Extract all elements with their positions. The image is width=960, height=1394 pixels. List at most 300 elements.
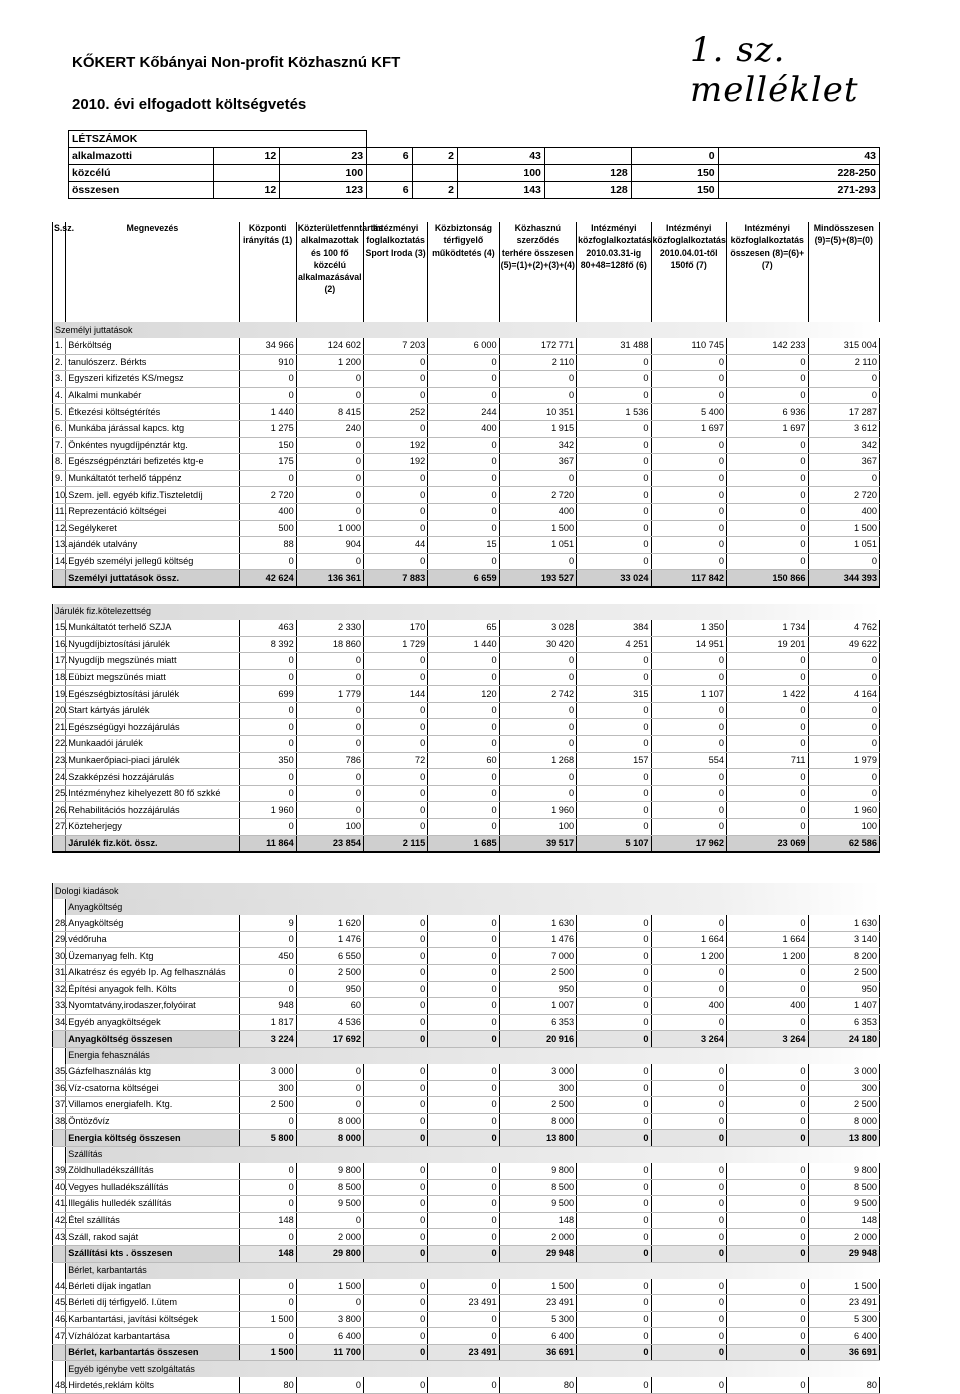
row-value: 786 [296,752,363,769]
row-value: 29 948 [499,1245,576,1262]
row-value: 1 536 [577,404,651,421]
row-value: 0 [577,1113,651,1130]
row-label: Munkaadói járulék [66,736,239,753]
row-value: 9 500 [296,1196,363,1213]
row-value: 0 [296,371,363,388]
table-row [53,520,880,537]
row-value: 36 691 [808,1344,879,1361]
row-value: 0 [577,931,651,948]
row-value: 0 [428,1014,499,1031]
row-value: 19 201 [726,636,808,653]
row-value: 0 [651,1014,726,1031]
row-value: 0 [363,1229,427,1246]
row-value: 0 [577,1196,651,1213]
row-value: 0 [296,736,363,753]
row-value: 0 [577,785,651,802]
row-value: 2 000 [808,1229,879,1246]
row-value: 0 [651,1279,726,1295]
table-row [53,404,880,421]
row-label: Gázfelhasználás ktg [66,1064,239,1080]
group-header [53,1262,880,1279]
staffing-cell: 43 [458,148,545,165]
row-value: 0 [651,1295,726,1312]
table-row [53,1279,880,1295]
row-label: Zöldhulladékszállítás [66,1163,239,1179]
row-value: 0 [651,1064,726,1080]
row-value: 0 [363,1212,427,1229]
row-value: 8 500 [296,1179,363,1196]
section-title: Járulék fiz.kötelezettség [53,604,880,620]
row-value: 5 107 [577,835,651,852]
staffing-cell: 23 [280,148,367,165]
row-value: 0 [577,1295,651,1312]
staffing-cell: 271-293 [718,182,879,199]
row-value: 1 500 [296,1279,363,1295]
row-label: Járulék fiz.köt. össz. [66,835,239,852]
row-number: 27. [53,819,66,836]
row-value: 65 [428,620,499,636]
row-label: Üzemanyag felh. Ktg [66,948,239,965]
row-value: 0 [363,915,427,931]
row-value: 0 [428,553,499,570]
row-value: 0 [651,1196,726,1213]
group-header [53,1361,880,1378]
row-label: Reprezentáció költségei [66,503,239,520]
staffing-cell: 12 [214,148,280,165]
staffing-cell: 2 [412,182,457,199]
staffing-row [69,182,880,199]
section-header [53,604,880,620]
row-value: 0 [577,1279,651,1295]
row-value: 0 [651,702,726,719]
table-row [53,736,880,753]
row-value: 0 [363,802,427,819]
row-value: 0 [726,819,808,836]
row-value: 0 [808,387,879,404]
row-value: 0 [428,653,499,670]
row-value: 44 [363,537,427,554]
row-value: 0 [651,371,726,388]
row-value: 39 517 [499,835,576,852]
section-total-row [53,835,880,852]
row-value: 17 287 [808,404,879,421]
row-value: 6 400 [499,1328,576,1345]
table-row [53,1229,880,1246]
row-value: 9 800 [808,1163,879,1179]
row-value: 0 [577,520,651,537]
row-value: 0 [428,1064,499,1080]
row-value: 80 [239,1377,296,1393]
row-label: Villamos energiafelh. Ktg. [66,1097,239,1114]
row-value: 33 024 [577,570,651,587]
row-value: 0 [726,1113,808,1130]
row-value: 0 [428,437,499,454]
row-value: 0 [726,1097,808,1114]
row-number: 17. [53,653,66,670]
row-value: 3 028 [499,620,576,636]
row-number: 39. [53,1163,66,1179]
table-row [53,387,880,404]
row-value: 5 800 [239,1130,296,1147]
row-value: 0 [499,702,576,719]
row-value: 0 [726,1080,808,1097]
group-indent [53,1047,66,1064]
staffing-cell: 150 [631,165,718,182]
row-value: 0 [499,553,576,570]
row-number: 8. [53,454,66,471]
row-value: 0 [296,1064,363,1080]
row-label: Alkalmi munkabér [66,387,239,404]
row-value: 8 392 [239,636,296,653]
row-value: 3 800 [296,1311,363,1328]
table-row [53,998,880,1015]
row-value: 0 [363,998,427,1015]
row-value: 0 [239,1179,296,1196]
row-value: 0 [651,387,726,404]
row-value: 0 [363,1179,427,1196]
document-title: 2010. évi elfogadott költségvetés [72,96,307,113]
table-row [53,437,880,454]
row-value: 11 700 [296,1344,363,1361]
row-value: 1 476 [499,931,576,948]
row-value: 9 800 [296,1163,363,1179]
row-value: 1 500 [808,1279,879,1295]
row-value: 136 361 [296,570,363,587]
row-value: 8 000 [499,1113,576,1130]
row-value: 0 [726,702,808,719]
row-value: 0 [726,1344,808,1361]
row-value: 0 [363,1014,427,1031]
row-value: 23 069 [726,835,808,852]
row-value: 1 630 [499,915,576,931]
row-number: 15. [53,620,66,636]
staffing-label: összesen [69,182,214,199]
row-value: 1 007 [499,998,576,1015]
row-number: 46. [53,1311,66,1328]
row-value: 463 [239,620,296,636]
row-number: 3. [53,371,66,388]
section-title: Dologi kiadások [53,883,880,899]
row-value: 1 476 [296,931,363,948]
row-value: 0 [296,1212,363,1229]
row-label: Száll, rakod saját [66,1229,239,1246]
row-value: 0 [577,387,651,404]
column-header: Megnevezés [66,222,239,322]
row-value: 1 440 [239,404,296,421]
row-value: 8 500 [499,1179,576,1196]
row-value: 2 720 [499,487,576,504]
row-value: 0 [577,653,651,670]
row-value: 0 [726,1377,808,1393]
row-value: 367 [808,454,879,471]
row-value: 3 264 [651,1031,726,1048]
table-row [53,1328,880,1345]
row-value: 0 [577,736,651,753]
row-value: 0 [428,503,499,520]
row-value: 0 [726,1295,808,1312]
row-value: 100 [808,819,879,836]
row-value: 10 351 [499,404,576,421]
row-label: Személyi juttatások össz. [66,570,239,587]
row-value: 3 612 [808,420,879,437]
row-value: 0 [651,1245,726,1262]
row-value: 8 000 [296,1130,363,1147]
row-label: Szállítási kts . összesen [66,1245,239,1262]
row-value: 0 [726,1163,808,1179]
row-value: 0 [363,387,427,404]
group-header [53,1146,880,1163]
row-label: Illegális hulledék szállítás [66,1196,239,1213]
row-number [53,1130,66,1147]
row-value: 350 [239,752,296,769]
staffing-cell: 150 [631,182,718,199]
row-value: 0 [651,354,726,371]
row-value: 0 [808,553,879,570]
row-value: 0 [577,553,651,570]
row-value: 6 000 [428,338,499,354]
table-row [53,338,880,354]
row-value: 0 [363,1064,427,1080]
row-value: 0 [577,1031,651,1048]
row-value: 0 [651,1130,726,1147]
row-value: 1 697 [651,420,726,437]
spacer-row [53,852,880,883]
staffing-cell [214,165,280,182]
row-value: 117 842 [651,570,726,587]
row-label: Szem. jell. egyéb kifiz.Tiszteletdíj [66,487,239,504]
row-value: 0 [363,1196,427,1213]
row-value: 400 [239,503,296,520]
row-value: 148 [808,1212,879,1229]
row-value: 0 [363,1377,427,1393]
row-value: 4 251 [577,636,651,653]
row-value: 0 [651,553,726,570]
row-value: 0 [428,1245,499,1262]
budget-table [52,222,880,1394]
row-value: 0 [726,1328,808,1345]
row-value: 0 [239,769,296,786]
row-value: 0 [428,965,499,982]
row-value: 0 [296,437,363,454]
row-value: 2 110 [808,354,879,371]
column-header: Közbiztonság térfigyelő működtetés (4) [428,222,499,322]
row-value: 0 [296,503,363,520]
row-label: Öntözővíz [66,1113,239,1130]
group-indent [53,899,66,915]
row-value: 0 [428,998,499,1015]
row-value: 0 [726,1279,808,1295]
group-title: Anyagköltség [66,899,880,915]
table-row [53,371,880,388]
row-value: 1 960 [808,802,879,819]
row-label: Nyugdíjb megszünés miatt [66,653,239,670]
row-value: 0 [428,1097,499,1114]
row-label: tanulószerz. Bérkts [66,354,239,371]
row-value: 0 [239,719,296,736]
row-label: Munkába járással kapcs. ktg [66,420,239,437]
row-value: 0 [726,354,808,371]
row-value: 6 659 [428,570,499,587]
row-value: 100 [296,819,363,836]
row-value: 0 [363,931,427,948]
row-label: védőruha [66,931,239,948]
row-value: 0 [239,965,296,982]
row-value: 8 000 [808,1113,879,1130]
row-value: 0 [651,915,726,931]
row-value: 1 051 [808,537,879,554]
section-total-row [53,570,880,587]
row-value: 0 [428,915,499,931]
row-value: 0 [428,1080,499,1097]
row-value: 0 [808,785,879,802]
row-number: 34. [53,1014,66,1031]
row-value: 0 [726,371,808,388]
row-value: 2 110 [499,354,576,371]
row-value: 0 [428,1279,499,1295]
row-value: 0 [428,1212,499,1229]
table-row [53,752,880,769]
row-label: Étel szállítás [66,1212,239,1229]
row-value: 0 [239,819,296,836]
row-number: 1. [53,338,66,354]
row-value: 699 [239,686,296,703]
row-value: 1 500 [808,520,879,537]
row-value: 252 [363,404,427,421]
row-value: 2 500 [296,965,363,982]
row-label: Vízhálózat karbantartása [66,1328,239,1345]
row-value: 0 [726,537,808,554]
row-value: 0 [428,1031,499,1048]
row-value: 62 586 [808,835,879,852]
row-value: 29 800 [296,1245,363,1262]
row-value: 72 [363,752,427,769]
spacer-row [53,587,880,604]
group-header [53,1047,880,1064]
staffing-cell: 123 [280,182,367,199]
row-value: 0 [428,371,499,388]
row-value: 0 [296,1377,363,1393]
row-value: 0 [577,437,651,454]
row-value: 0 [363,371,427,388]
row-label: Önkéntes nyugdíjpénztár ktg. [66,437,239,454]
row-value: 344 393 [808,570,879,587]
row-value: 950 [499,981,576,998]
row-value: 1 630 [808,915,879,931]
row-value: 5 400 [651,404,726,421]
table-row [53,354,880,371]
row-number: 4. [53,387,66,404]
row-value: 0 [239,1328,296,1345]
row-value: 1 500 [499,1279,576,1295]
row-value: 8 415 [296,404,363,421]
row-value: 0 [577,454,651,471]
row-value: 42 624 [239,570,296,587]
row-value: 0 [239,470,296,487]
row-value: 1 500 [239,1344,296,1361]
table-row [53,915,880,931]
row-value: 1 500 [499,520,576,537]
row-value: 0 [577,470,651,487]
row-value: 17 962 [651,835,726,852]
row-value: 0 [726,1179,808,1196]
row-label: Egészségbiztosítási járulék [66,686,239,703]
row-value: 0 [651,520,726,537]
row-value: 0 [726,915,808,931]
row-value: 0 [296,1097,363,1114]
row-value: 1 664 [651,931,726,948]
row-value: 0 [296,387,363,404]
column-header: Közterületfenntartás alkalmazottak és 100 fő közcélú alkalmazásával (2) [296,222,363,322]
row-number: 13. [53,537,66,554]
row-value: 1 200 [296,354,363,371]
row-value: 0 [651,653,726,670]
row-value: 88 [239,537,296,554]
row-value: 0 [239,669,296,686]
row-value: 554 [651,752,726,769]
row-value: 0 [651,470,726,487]
row-value: 49 622 [808,636,879,653]
row-value: 142 233 [726,338,808,354]
row-number: 43. [53,1229,66,1246]
row-label: Szakképzési hozzájárulás [66,769,239,786]
row-value: 1 664 [726,931,808,948]
row-value: 0 [428,1130,499,1147]
table-row [53,981,880,998]
row-value: 0 [239,1279,296,1295]
row-number: 2. [53,354,66,371]
row-value: 0 [808,769,879,786]
row-number: 26. [53,802,66,819]
row-value: 9 [239,915,296,931]
row-value: 0 [577,1328,651,1345]
row-value: 400 [499,503,576,520]
table-row [53,686,880,703]
table-row [53,802,880,819]
row-value: 0 [726,1229,808,1246]
row-value: 0 [726,520,808,537]
row-value: 124 602 [296,338,363,354]
row-value: 0 [651,1163,726,1179]
row-value: 0 [296,785,363,802]
row-value: 0 [296,553,363,570]
table-row [53,965,880,982]
row-label: Anyagköltség összesen [66,1031,239,1048]
row-value: 3 000 [808,1064,879,1080]
staffing-cell [544,148,631,165]
row-value: 1 779 [296,686,363,703]
row-value: 4 762 [808,620,879,636]
row-label: Munkáltatót terhelő SZJA [66,620,239,636]
row-value: 0 [428,669,499,686]
row-value: 0 [726,1212,808,1229]
row-value: 0 [428,948,499,965]
row-value: 315 004 [808,338,879,354]
row-value: 11 864 [239,835,296,852]
row-value: 315 [577,686,651,703]
row-number: 45. [53,1295,66,1312]
column-header: Intézményi közfoglalkoztatás összesen (8)=(6)+(7) [726,222,808,322]
row-value: 0 [363,948,427,965]
row-value: 0 [428,487,499,504]
row-value: 0 [651,802,726,819]
row-value: 0 [363,1097,427,1114]
row-value: 0 [239,1163,296,1179]
row-value: 1 000 [296,520,363,537]
table-row [53,1196,880,1213]
row-value: 0 [296,702,363,719]
row-label: Karbantartási, javítási költségek [66,1311,239,1328]
staffing-title-blank [367,131,880,148]
